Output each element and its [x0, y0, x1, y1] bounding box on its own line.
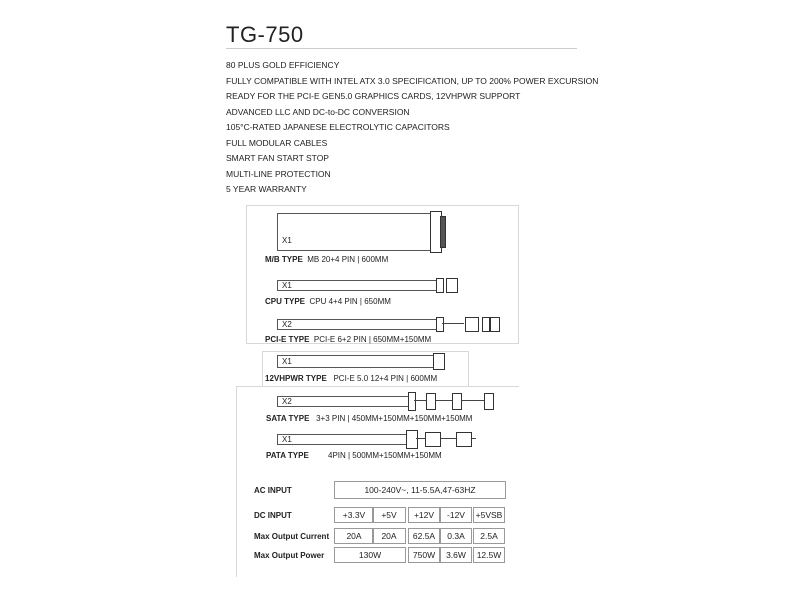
dc-cell: +12V	[408, 507, 440, 523]
sata-connector-icon	[408, 392, 416, 411]
feature-item: READY FOR THE PCI-E GEN5.0 GRAPHICS CARDS, 12VHPWR SUPPORT	[226, 91, 521, 101]
cpu-desc: CPU 4+4 PIN | 650MM	[309, 297, 391, 306]
sata-connector-2-icon	[426, 393, 436, 410]
pata-connector-2-icon	[425, 432, 441, 447]
sata-branch-wire	[414, 400, 484, 401]
feature-item: ADVANCED LLC AND DC-to-DC CONVERSION	[226, 106, 410, 117]
pata-cable-drawing	[277, 434, 407, 445]
pata-connector-3-icon	[456, 432, 472, 447]
mb-label	[265, 255, 388, 264]
mb-qty: X1	[282, 236, 292, 245]
power-cell: 3.6W	[440, 547, 472, 563]
cpu-connector-end-icon	[446, 278, 458, 293]
sata-label	[266, 414, 472, 423]
cpu-label	[265, 297, 391, 306]
hpwr-cable-drawing	[277, 355, 434, 368]
pata-label	[266, 451, 309, 460]
pcie-cable-drawing	[277, 319, 437, 330]
pcie-connector-3-icon	[482, 317, 490, 332]
pcie-branch-wire	[442, 323, 464, 324]
ac-input-value: 100-240V~, 11-5.5A,47-63HZ	[334, 481, 506, 499]
current-cell: 2.5A	[473, 528, 505, 544]
cpu-type: CPU TYPE	[265, 297, 306, 306]
mb-connector-latch-icon	[440, 216, 446, 248]
pcie-qty: X2	[282, 320, 292, 329]
cpu-cable-drawing	[277, 280, 437, 291]
sata-cable-drawing	[277, 396, 409, 407]
pcie-desc: PCI-E 6+2 PIN | 650MM+150MM	[313, 335, 432, 344]
feature-item: FULL MODULAR CABLES	[226, 137, 328, 148]
dc-cell: -12V	[440, 507, 472, 523]
power-cell: 750W	[408, 547, 440, 563]
dc-cell: +5VSB	[473, 507, 505, 523]
pata-type: PATA TYPE	[266, 451, 309, 460]
sata-connector-4-icon	[484, 393, 494, 410]
pcie-connector-2-icon	[465, 317, 479, 332]
ac-input-label: AC INPUT	[254, 486, 292, 495]
pcie-label	[265, 335, 431, 344]
feature-item: 5 YEAR WARRANTY	[226, 184, 307, 194]
power-cell: 130W	[334, 547, 406, 563]
feature-list	[226, 58, 598, 198]
current-label: Max Output Current	[254, 532, 330, 541]
current-cell: 62.5A	[408, 528, 440, 544]
feature-item: SMART FAN START STOP	[226, 153, 329, 163]
current-cell: 20A	[372, 528, 406, 544]
cpu-qty: X1	[282, 281, 292, 290]
power-cell: 12.5W	[473, 547, 505, 563]
hpwr-type: 12VHPWR TYPE	[265, 374, 327, 383]
hpwr-qty: X1	[282, 357, 292, 366]
dc-cell: +5V	[372, 507, 406, 523]
power-label: Max Output Power	[254, 551, 325, 560]
current-cell: 0.3A	[440, 528, 472, 544]
pata-connector-icon	[406, 430, 418, 449]
cpu-connector-icon	[436, 278, 444, 293]
feature-item: 105°C-RATED JAPANESE ELECTROLYTIC CAPACITORS	[226, 122, 450, 132]
hpwr-desc: PCI-E 5.0 12+4 PIN | 600MM	[333, 374, 438, 383]
pata-desc: 4PIN | 500MM+150MM+150MM	[328, 451, 442, 460]
sata-qty: X2	[282, 397, 292, 406]
mb-cable-drawing	[277, 213, 431, 251]
title-divider	[226, 48, 577, 49]
dc-input-label: DC INPUT	[254, 511, 292, 520]
product-title: TG-750	[226, 22, 304, 47]
pcie-connector-icon	[436, 317, 444, 332]
sata-desc: 3+3 PIN | 450MM+150MM+150MM+150MM	[316, 414, 473, 423]
mb-type: M/B TYPE	[265, 255, 303, 264]
pcie-type: PCI-E TYPE	[265, 335, 310, 344]
feature-item: FULLY COMPATIBLE WITH INTEL ATX 3.0 SPECIFICATION, UP TO 200% POWER EXCURSION	[226, 75, 599, 86]
pata-qty: X1	[282, 435, 292, 444]
sata-type: SATA TYPE	[266, 414, 310, 423]
hpwr-label	[265, 374, 437, 383]
dc-cell: +3.3V	[334, 507, 374, 523]
sata-connector-3-icon	[452, 393, 462, 410]
pcie-connector-4-icon	[490, 317, 500, 332]
current-cell: 20A	[334, 528, 374, 544]
feature-item: 80 PLUS GOLD EFFICIENCY	[226, 60, 340, 70]
mb-desc: MB 20+4 PIN | 600MM	[307, 255, 389, 264]
hpwr-connector-icon	[433, 353, 445, 370]
feature-item: MULTI-LINE PROTECTION	[226, 168, 331, 179]
